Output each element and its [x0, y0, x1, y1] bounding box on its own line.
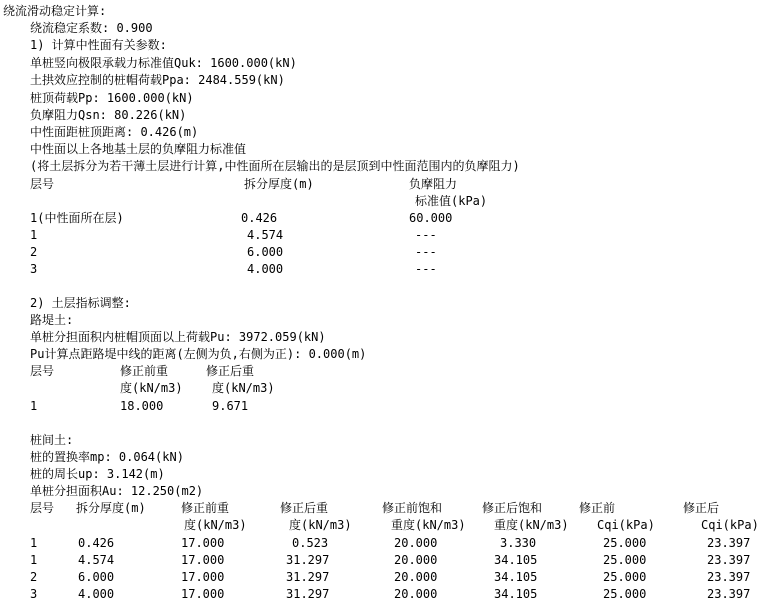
header-unit-weight-after-unit: 度(kN/m3) — [289, 518, 352, 532]
cell-sat-before: 20.000 — [394, 536, 438, 550]
cell-thickness: 4.574 — [78, 553, 115, 567]
header-sat-after-unit: 重度(kN/m3) — [494, 518, 569, 532]
cell-unit-weight-before: 17.000 — [181, 587, 225, 601]
header-cqi-before: 修正前 — [579, 501, 616, 515]
header-cqi-after: 修正后 — [683, 501, 720, 515]
cell-cqi-before: 25.000 — [603, 587, 647, 601]
cell-sat-after: 34.105 — [494, 553, 538, 567]
header-thickness: 拆分厚度(m) — [244, 177, 314, 191]
cell-layer: 1 — [30, 399, 38, 413]
cell-unit-weight-before: 17.000 — [181, 553, 225, 567]
header-unit-weight-before: 修正前重 — [181, 501, 230, 515]
neutral-distance-line: 中性面距桩顶距离: 0.426(m) — [30, 125, 199, 139]
cell-layer: 2 — [30, 570, 38, 584]
cell-unit-weight-before: 18.000 — [120, 399, 164, 413]
header-sat-before: 修正前饱和 — [382, 501, 443, 515]
header-unit-weight-before-unit: 度(kN/m3) — [120, 381, 183, 395]
cell-sat-after: 34.105 — [494, 570, 538, 584]
up-line: 桩的周长up: 3.142(m) — [30, 467, 165, 481]
section-3-heading: 桩间土: — [30, 433, 74, 447]
header-layer: 层号 — [30, 501, 55, 515]
cell-friction: --- — [415, 228, 437, 242]
header-friction-unit: 标准值(kPa) — [415, 194, 488, 208]
cell-layer: 1 — [30, 536, 38, 550]
cell-thickness: 4.574 — [247, 228, 284, 242]
cell-cqi-before: 25.000 — [603, 536, 647, 550]
mp-line: 桩的置换率mp: 0.064(kN) — [30, 450, 184, 464]
cell-sat-after: 34.105 — [494, 587, 538, 601]
cell-layer: 2 — [30, 245, 38, 259]
cell-cqi-before: 25.000 — [603, 570, 647, 584]
cell-thickness: 0.426 — [78, 536, 115, 550]
friction-note-line: (将土层拆分为若干薄土层进行计算,中性面所在层输出的是层顶到中性面范围内的负摩阻力) — [30, 159, 520, 173]
cell-friction: --- — [415, 245, 437, 259]
report-title: 绕流滑动稳定计算: — [3, 4, 107, 18]
header-layer: 层号 — [30, 177, 55, 191]
header-sat-before-unit: 重度(kN/m3) — [391, 518, 466, 532]
friction-desc-line: 中性面以上各地基土层的负摩阻力标准值 — [30, 142, 247, 156]
cell-unit-weight-before: 17.000 — [181, 536, 225, 550]
cell-unit-weight-after: 31.297 — [286, 553, 330, 567]
stability-coefficient: 绕流稳定系数: 0.900 — [30, 21, 153, 35]
cell-sat-before: 20.000 — [394, 587, 438, 601]
au-line: 单桩分担面积Au: 12.250(m2) — [30, 484, 204, 498]
cell-cqi-after: 23.397 — [707, 536, 751, 550]
header-unit-weight-after: 修正后重 — [280, 501, 329, 515]
cell-friction: 60.000 — [409, 211, 453, 225]
header-thickness: 拆分厚度(m) — [76, 501, 146, 515]
cell-thickness: 4.000 — [78, 587, 115, 601]
cell-layer: 1 — [30, 553, 38, 567]
cell-unit-weight-after: 31.297 — [286, 587, 330, 601]
header-cqi-before-unit: Cqi(kPa) — [597, 518, 655, 532]
embankment-label: 路堤土: — [30, 313, 74, 327]
section-1-heading: 1) 计算中性面有关参数: — [30, 38, 167, 52]
header-unit-weight-after-unit: 度(kN/m3) — [212, 381, 275, 395]
section-2-heading: 2) 土层指标调整: — [30, 296, 131, 310]
cell-cqi-after: 23.397 — [707, 570, 751, 584]
header-layer: 层号 — [30, 364, 55, 378]
pu-line: 单桩分担面积内桩帽顶面以上荷载Pu: 3972.059(kN) — [30, 330, 326, 344]
cell-sat-before: 20.000 — [394, 570, 438, 584]
cell-cqi-after: 23.397 — [707, 553, 751, 567]
cell-thickness: 0.426 — [241, 211, 278, 225]
cell-unit-weight-after: 31.297 — [286, 570, 330, 584]
header-friction: 负摩阻力 — [409, 177, 458, 191]
cell-thickness: 4.000 — [247, 262, 284, 276]
cell-cqi-before: 25.000 — [603, 553, 647, 567]
pp-line: 桩顶荷载Pp: 1600.000(kN) — [30, 91, 194, 105]
cell-unit-weight-after: 9.671 — [212, 399, 249, 413]
header-cqi-after-unit: Cqi(kPa) — [701, 518, 759, 532]
cell-layer: 3 — [30, 262, 38, 276]
cell-layer: 1 — [30, 228, 38, 242]
header-unit-weight-before-unit: 度(kN/m3) — [184, 518, 247, 532]
cell-sat-before: 20.000 — [394, 553, 438, 567]
ppa-line: 土拱效应控制的桩帽荷载Ppa: 2484.559(kN) — [30, 73, 285, 87]
cell-unit-weight-before: 17.000 — [181, 570, 225, 584]
cell-sat-after: 3.330 — [500, 536, 537, 550]
qsn-line: 负摩阻力Qsn: 80.226(kN) — [30, 108, 187, 122]
cell-thickness: 6.000 — [78, 570, 115, 584]
cell-unit-weight-after: 0.523 — [292, 536, 329, 550]
cell-thickness: 6.000 — [247, 245, 284, 259]
cell-layer: 3 — [30, 587, 38, 601]
cell-cqi-after: 23.397 — [707, 587, 751, 601]
header-sat-after: 修正后饱和 — [482, 501, 543, 515]
cell-friction: --- — [415, 262, 437, 276]
pu-distance-line: Pu计算点距路堤中线的距离(左侧为负,右侧为正): 0.000(m) — [30, 347, 367, 361]
header-unit-weight-after: 修正后重 — [206, 364, 255, 378]
quk-line: 单桩竖向极限承载力标准值Quk: 1600.000(kN) — [30, 56, 297, 70]
cell-layer: 1(中性面所在层) — [30, 211, 124, 225]
header-unit-weight-before: 修正前重 — [120, 364, 169, 378]
